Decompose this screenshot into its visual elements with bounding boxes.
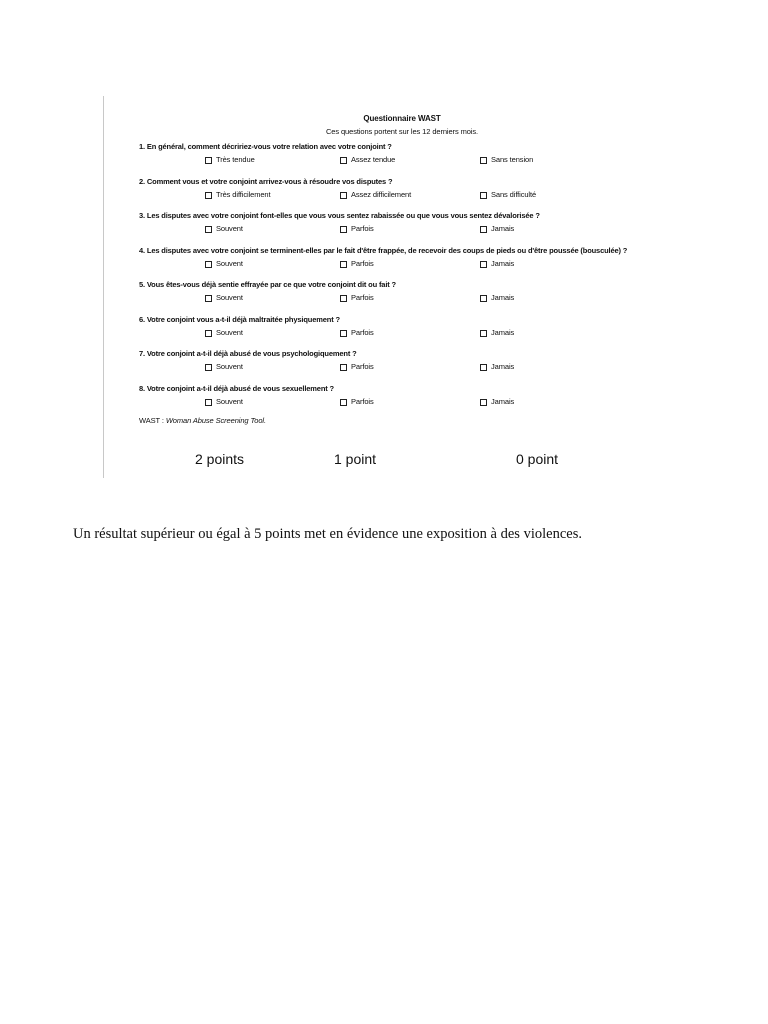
option-checkbox[interactable]	[340, 259, 374, 269]
checkbox-icon[interactable]	[205, 364, 212, 371]
checkbox-icon[interactable]	[340, 226, 347, 233]
points-label-2: 2 points	[195, 451, 245, 467]
question-text: 1. En général, comment décririez-vous votre relation avec votre conjoint ?	[139, 142, 392, 151]
option-label: Souvent	[216, 259, 243, 268]
questionnaire-subtitle: Ces questions portent sur les 12 derniers mois.	[325, 127, 479, 136]
option-label: Parfois	[351, 328, 374, 337]
option-label: Parfois	[351, 259, 374, 268]
option-checkbox[interactable]	[480, 328, 514, 338]
question-text: 7. Votre conjoint a-t-il déjà abusé de vous psychologiquement ?	[139, 349, 357, 358]
checkbox-icon[interactable]	[205, 399, 212, 406]
question-3	[139, 211, 699, 236]
checkbox-icon[interactable]	[205, 226, 212, 233]
question-4	[139, 246, 699, 271]
question-2	[139, 177, 699, 202]
option-label: Parfois	[351, 362, 374, 371]
option-label: Sans tension	[491, 155, 534, 164]
question-text: 2. Comment vous et votre conjoint arrivez-vous à résoudre vos disputes ?	[139, 177, 393, 186]
option-checkbox[interactable]	[480, 155, 533, 165]
option-label: Souvent	[216, 293, 243, 302]
option-checkbox[interactable]	[205, 362, 243, 372]
option-checkbox[interactable]	[205, 397, 243, 407]
checkbox-icon[interactable]	[480, 295, 487, 302]
option-checkbox[interactable]	[340, 190, 411, 200]
option-checkbox[interactable]	[340, 224, 374, 234]
question-7	[139, 349, 699, 374]
checkbox-icon[interactable]	[480, 261, 487, 268]
option-label: Jamais	[491, 328, 515, 337]
option-label: Parfois	[351, 293, 374, 302]
option-checkbox[interactable]	[480, 224, 514, 234]
questionnaire-title: Questionnaire WAST	[363, 114, 441, 123]
questionnaire-footnote	[139, 416, 266, 425]
question-5	[139, 280, 699, 305]
option-checkbox[interactable]	[205, 293, 243, 303]
checkbox-icon[interactable]	[205, 295, 212, 302]
question-8	[139, 384, 699, 409]
checkbox-icon[interactable]	[480, 364, 487, 371]
question-text: 4. Les disputes avec votre conjoint se terminent-elles par le fait d'être frappée, de recevoir des coups de pieds ou d'être poussée (bousculée) ?	[139, 246, 628, 255]
checkbox-icon[interactable]	[480, 157, 487, 164]
option-label: Souvent	[216, 224, 243, 233]
checkbox-icon[interactable]	[480, 226, 487, 233]
option-checkbox[interactable]	[480, 259, 514, 269]
question-text: 8. Votre conjoint a-t-il déjà abusé de vous sexuellement ?	[139, 384, 334, 393]
footnote-prefix: WAST :	[139, 416, 166, 425]
result-interpretation-text: Un résultat supérieur ou égal à 5 points met en évidence une exposition à des violences.	[73, 526, 582, 542]
option-checkbox[interactable]	[205, 190, 270, 200]
points-label-0: 0 point	[516, 451, 559, 467]
option-checkbox[interactable]	[205, 328, 243, 338]
checkbox-icon[interactable]	[340, 399, 347, 406]
option-checkbox[interactable]	[480, 362, 514, 372]
option-label: Jamais	[491, 259, 515, 268]
option-label: Très tendue	[216, 155, 255, 164]
checkbox-icon[interactable]	[340, 192, 347, 199]
option-label: Jamais	[491, 293, 515, 302]
option-label: Jamais	[491, 224, 515, 233]
option-label: Jamais	[491, 397, 515, 406]
checkbox-icon[interactable]	[340, 295, 347, 302]
question-1	[139, 142, 699, 167]
option-label: Souvent	[216, 397, 243, 406]
option-label: Jamais	[491, 362, 515, 371]
checkbox-icon[interactable]	[480, 399, 487, 406]
option-checkbox[interactable]	[340, 328, 374, 338]
question-text: 5. Vous êtes-vous déjà sentie effrayée par ce que votre conjoint dit ou fait ?	[139, 280, 396, 289]
option-checkbox[interactable]	[340, 155, 395, 165]
checkbox-icon[interactable]	[340, 330, 347, 337]
checkbox-icon[interactable]	[340, 261, 347, 268]
option-checkbox[interactable]	[480, 293, 514, 303]
footnote-italic: Woman Abuse Screening Tool.	[165, 416, 266, 425]
option-label: Parfois	[351, 397, 374, 406]
checkbox-icon[interactable]	[205, 330, 212, 337]
option-label: Assez difficilement	[351, 190, 412, 199]
checkbox-icon[interactable]	[340, 364, 347, 371]
points-label-1: 1 point	[334, 451, 377, 467]
checkbox-icon[interactable]	[480, 192, 487, 199]
question-text: 6. Votre conjoint vous a-t-il déjà maltraitée physiquement ?	[139, 315, 340, 324]
option-label: Assez tendue	[351, 155, 396, 164]
option-label: Très difficilement	[216, 190, 271, 199]
option-checkbox[interactable]	[340, 293, 374, 303]
option-label: Parfois	[351, 224, 374, 233]
checkbox-icon[interactable]	[205, 261, 212, 268]
checkbox-icon[interactable]	[205, 157, 212, 164]
question-text: 3. Les disputes avec votre conjoint font-elles que vous vous sentez rabaissée ou que vous vous sentez dévalorisée ?	[139, 211, 540, 220]
option-checkbox[interactable]	[480, 190, 536, 200]
option-checkbox[interactable]	[340, 362, 374, 372]
checkbox-icon[interactable]	[205, 192, 212, 199]
question-6	[139, 315, 699, 340]
option-checkbox[interactable]	[205, 155, 255, 165]
option-label: Sans difficulté	[491, 190, 537, 199]
option-label: Souvent	[216, 362, 243, 371]
option-label: Souvent	[216, 328, 243, 337]
option-checkbox[interactable]	[205, 259, 243, 269]
option-checkbox[interactable]	[205, 224, 243, 234]
option-checkbox[interactable]	[340, 397, 374, 407]
checkbox-icon[interactable]	[480, 330, 487, 337]
option-checkbox[interactable]	[480, 397, 514, 407]
checkbox-icon[interactable]	[340, 157, 347, 164]
wast-questionnaire-figure	[103, 96, 684, 478]
